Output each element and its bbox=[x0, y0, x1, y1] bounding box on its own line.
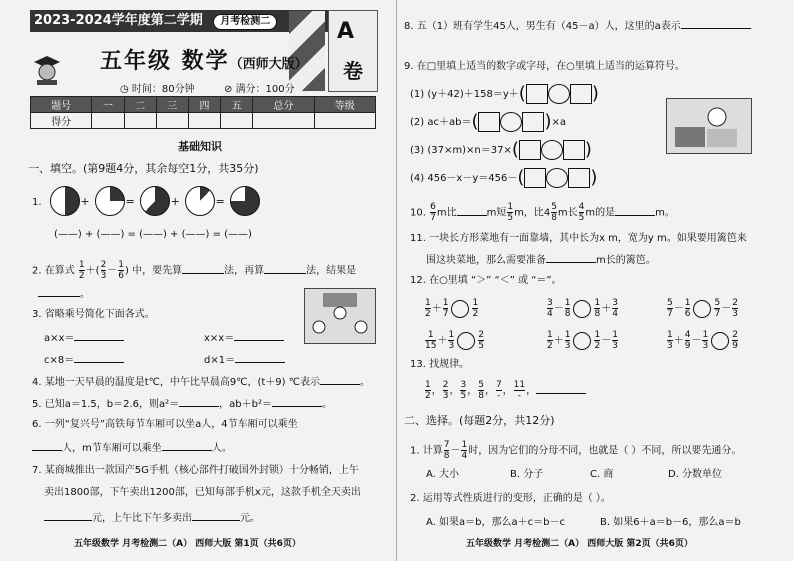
q11-line1: 11. 一块长方形菜地有一面靠墙，其中长为x m，宽为y m。如果要用篱笆来 bbox=[410, 233, 747, 244]
answer-blank[interactable] bbox=[264, 263, 306, 274]
q3: 3. 省略乘号简化下面各式。 bbox=[32, 309, 155, 320]
part-one-heading: 一、填空。(第9题4分，其余每空1分，共35分) bbox=[28, 162, 259, 175]
pie-icon bbox=[95, 186, 125, 216]
right-page bbox=[404, 0, 784, 561]
choice-1-option-b[interactable]: B. 分子 bbox=[510, 469, 544, 480]
q3-b[interactable]: x×x＝ bbox=[204, 330, 284, 346]
q9-2[interactable]: (2) ac＋ab＝( )×a bbox=[410, 111, 567, 132]
pie-fraction-row: + = + = bbox=[50, 186, 260, 216]
right-footer: 五年级数学 月考检测二（A） 西师大版 第2页（共6页） bbox=[466, 539, 693, 549]
version-volume: 卷 bbox=[343, 59, 363, 83]
score-cell[interactable] bbox=[253, 113, 314, 129]
choice-2: 2. 运用等式性质进行的变形，正确的是（ ）。 bbox=[410, 493, 611, 504]
score-header: 五 bbox=[221, 97, 253, 113]
choice-1-option-a[interactable]: A. 大小 bbox=[426, 469, 460, 480]
q12-compare[interactable]: $\frac{1}{3}$ ＋ $\frac{4}{9}$ － $\frac{1}{3}$ $\frac{2}{9}$ bbox=[667, 330, 738, 351]
score-text: 满分：100分 bbox=[235, 84, 295, 95]
version-corner bbox=[328, 10, 378, 92]
q12-compare[interactable]: $\frac{1}{2}$ ＋ $\frac{1}{7}$ $\frac{1}{2}$ bbox=[425, 298, 479, 319]
q9-4[interactable]: (4) 456－x－y＝456－( ) bbox=[410, 167, 598, 188]
score-header: 总分 bbox=[253, 97, 314, 113]
page-divider bbox=[396, 0, 397, 561]
fraction: $\frac{2}{3}$ bbox=[100, 260, 107, 281]
score-cell[interactable] bbox=[188, 113, 220, 129]
choice-1: 1. 计算 $\frac{7}{8}$ － $\frac{1}{4}$ 时，因为它们的分母不同，也就是（ ）不同，所以要先通分。 bbox=[410, 440, 742, 461]
q2: 2. 在算式 $\frac{1}{2}$ ＋( $\frac{2}{3}$ － $\frac{1}{6}$ ) 中，要先算 法，再算 法，结果是 bbox=[32, 260, 357, 281]
q1-blanks[interactable]: (——) + (——) = (——) + (——) = (——) bbox=[54, 229, 252, 240]
q12-compare[interactable]: $\frac{1}{15}$ ＋ $\frac{1}{3}$ $\frac{2}{5}$ bbox=[425, 330, 484, 351]
banner-text: 2023-2024学年度第二学期 bbox=[34, 13, 203, 28]
version-letter: A bbox=[337, 19, 355, 44]
q11-line2[interactable]: 围这块菜地，那么需要准备 m长的篱笆。 bbox=[426, 252, 656, 268]
pie-icon bbox=[140, 186, 170, 216]
q12: 12. 在○里填 “＞” “＜” 或 “＝”。 bbox=[410, 275, 562, 286]
pie-icon bbox=[230, 186, 260, 216]
q5[interactable]: 5. 已知a＝1.5，b＝2.6，则a²＝ ，ab＋b²＝ 。 bbox=[32, 396, 332, 412]
q6-line1: 6. 一列“复兴号”高铁每节车厢可以坐a人，4节车厢可以乘坐 bbox=[32, 419, 298, 430]
left-footer: 五年级数学 月考检测二（A） 西师大版 第1页（共6页） bbox=[74, 539, 301, 549]
choice-2-option-b[interactable]: B. 如果6＋a＝b－6，那么a＝b bbox=[600, 517, 741, 528]
q3-d[interactable]: d×1＝ bbox=[204, 352, 285, 368]
classroom-icon bbox=[305, 289, 375, 343]
score-header: 三 bbox=[156, 97, 188, 113]
q2-tail1: 法，再算 bbox=[224, 265, 265, 277]
fraction: $\frac{1}{6}$ bbox=[118, 260, 125, 281]
exam-title bbox=[100, 44, 308, 75]
q9-3[interactable]: (3) (37×m)×n＝37×( ) bbox=[410, 139, 592, 160]
part-two-heading: 二、选择。(每题2分，共12分) bbox=[404, 414, 555, 427]
answer-blank[interactable] bbox=[182, 263, 224, 274]
score-header: 题号 bbox=[31, 97, 92, 113]
q13: 13. 找规律。 bbox=[410, 359, 470, 370]
q9: 9. 在□里填上适当的数字或字母，在○里填上适当的运算符号。 bbox=[404, 61, 685, 72]
score-label: ⊘ 满分：100分 bbox=[224, 84, 295, 95]
score-cell[interactable] bbox=[92, 113, 124, 129]
q4[interactable]: 4. 某地一天早晨的温度是t℃，中午比早晨高9℃，(t＋9) ℃表示 。 bbox=[32, 374, 370, 390]
student-computer-illustration bbox=[666, 98, 752, 154]
score-cell[interactable] bbox=[314, 113, 375, 129]
score-header: 四 bbox=[188, 97, 220, 113]
q9-1[interactable]: (1) (y＋42)＋158＝y＋( ) bbox=[410, 83, 599, 104]
q8[interactable]: 8. 五（1）班有学生45人，男生有（45－a）人，这里的a表示 bbox=[404, 18, 751, 34]
q3-a[interactable]: a×x＝ bbox=[44, 330, 124, 346]
banner-tag: 月考检测二 bbox=[213, 14, 277, 30]
q12-compare[interactable]: $\frac{5}{7}$ － $\frac{1}{6}$ $\frac{5}{7}$ － $\frac{2}{3}$ bbox=[667, 298, 738, 319]
answer-blank[interactable]: 。 bbox=[38, 286, 90, 302]
score-cell[interactable] bbox=[124, 113, 156, 129]
score-cell[interactable] bbox=[156, 113, 188, 129]
q2-lead: 2. 在算式 bbox=[32, 265, 75, 277]
section-title: 基础知识 bbox=[178, 140, 222, 153]
choice-1-option-c[interactable]: C. 商 bbox=[590, 469, 614, 480]
left-page bbox=[28, 0, 390, 561]
q7-line3[interactable]: 元，上午比下午多卖出 元。 bbox=[44, 510, 260, 526]
fraction: $\frac{1}{2}$ bbox=[78, 260, 85, 281]
pie-icon bbox=[50, 186, 80, 216]
edition: （西师大版） bbox=[229, 57, 308, 72]
score-header: 二 bbox=[124, 97, 156, 113]
q12-compare[interactable]: $\frac{1}{2}$ ＋ $\frac{1}{3}$ $\frac{1}{2}$ － $\frac{1}{3}$ bbox=[547, 330, 618, 351]
q6-line2[interactable]: 人，m节车厢可以乘坐 人。 bbox=[32, 440, 232, 456]
score-header: 等级 bbox=[314, 97, 375, 113]
pie-icon bbox=[185, 186, 215, 216]
q12-compare[interactable]: $\frac{3}{4}$ － $\frac{1}{8}$ $\frac{1}{8}$ ＋ $\frac{3}{4}$ bbox=[547, 298, 618, 319]
q7-line1: 7. 某商城推出一款国产5G手机（核心部件打破国外封锁）十分畅销，上午 bbox=[32, 465, 359, 476]
time-text: 时间：80分钟 bbox=[131, 84, 195, 95]
graduate-mascot-icon bbox=[30, 52, 64, 86]
q7-line2: 卖出1800部，下午卖出1200部，已知每部手机x元，这款手机全天卖出 bbox=[44, 487, 361, 498]
choice-1-option-d[interactable]: D. 分数单位 bbox=[668, 469, 723, 480]
q1-number: 1. bbox=[32, 197, 42, 208]
q10[interactable]: 10. $\frac{6}{7}$ m比 m短 $\frac{1}{5}$ m，比4 $\frac{5}{8}$ m长 $\frac{4}{5}$ m的是 m。 bbox=[410, 202, 675, 223]
score-cell[interactable] bbox=[221, 113, 253, 129]
laptop-student-icon bbox=[667, 99, 751, 153]
score-header: 一 bbox=[92, 97, 124, 113]
q2-mid: 中，要先算 bbox=[132, 265, 183, 277]
q13-sequence[interactable]: $\frac{1}{2}$ ， $\frac{2}{3}$ ， $\frac{3}{5}$ ， $\frac{5}{8}$ ， $\frac{7}{-}$ ， $\frac{11}{-}$ ， bbox=[424, 380, 586, 401]
score-table bbox=[30, 96, 376, 129]
teacher-students-illustration bbox=[304, 288, 376, 344]
q2-tail2: 法，结果是 bbox=[306, 265, 357, 277]
grade-subject: 五年级 数学 bbox=[100, 49, 230, 74]
time-label: ◷ 时间：80分钟 bbox=[120, 84, 195, 95]
score-row-label: 得分 bbox=[31, 113, 92, 129]
q3-c[interactable]: c×8＝ bbox=[44, 352, 124, 368]
choice-2-option-a[interactable]: A. 如果a＝b，那么a＋c＝b－c bbox=[426, 517, 565, 528]
